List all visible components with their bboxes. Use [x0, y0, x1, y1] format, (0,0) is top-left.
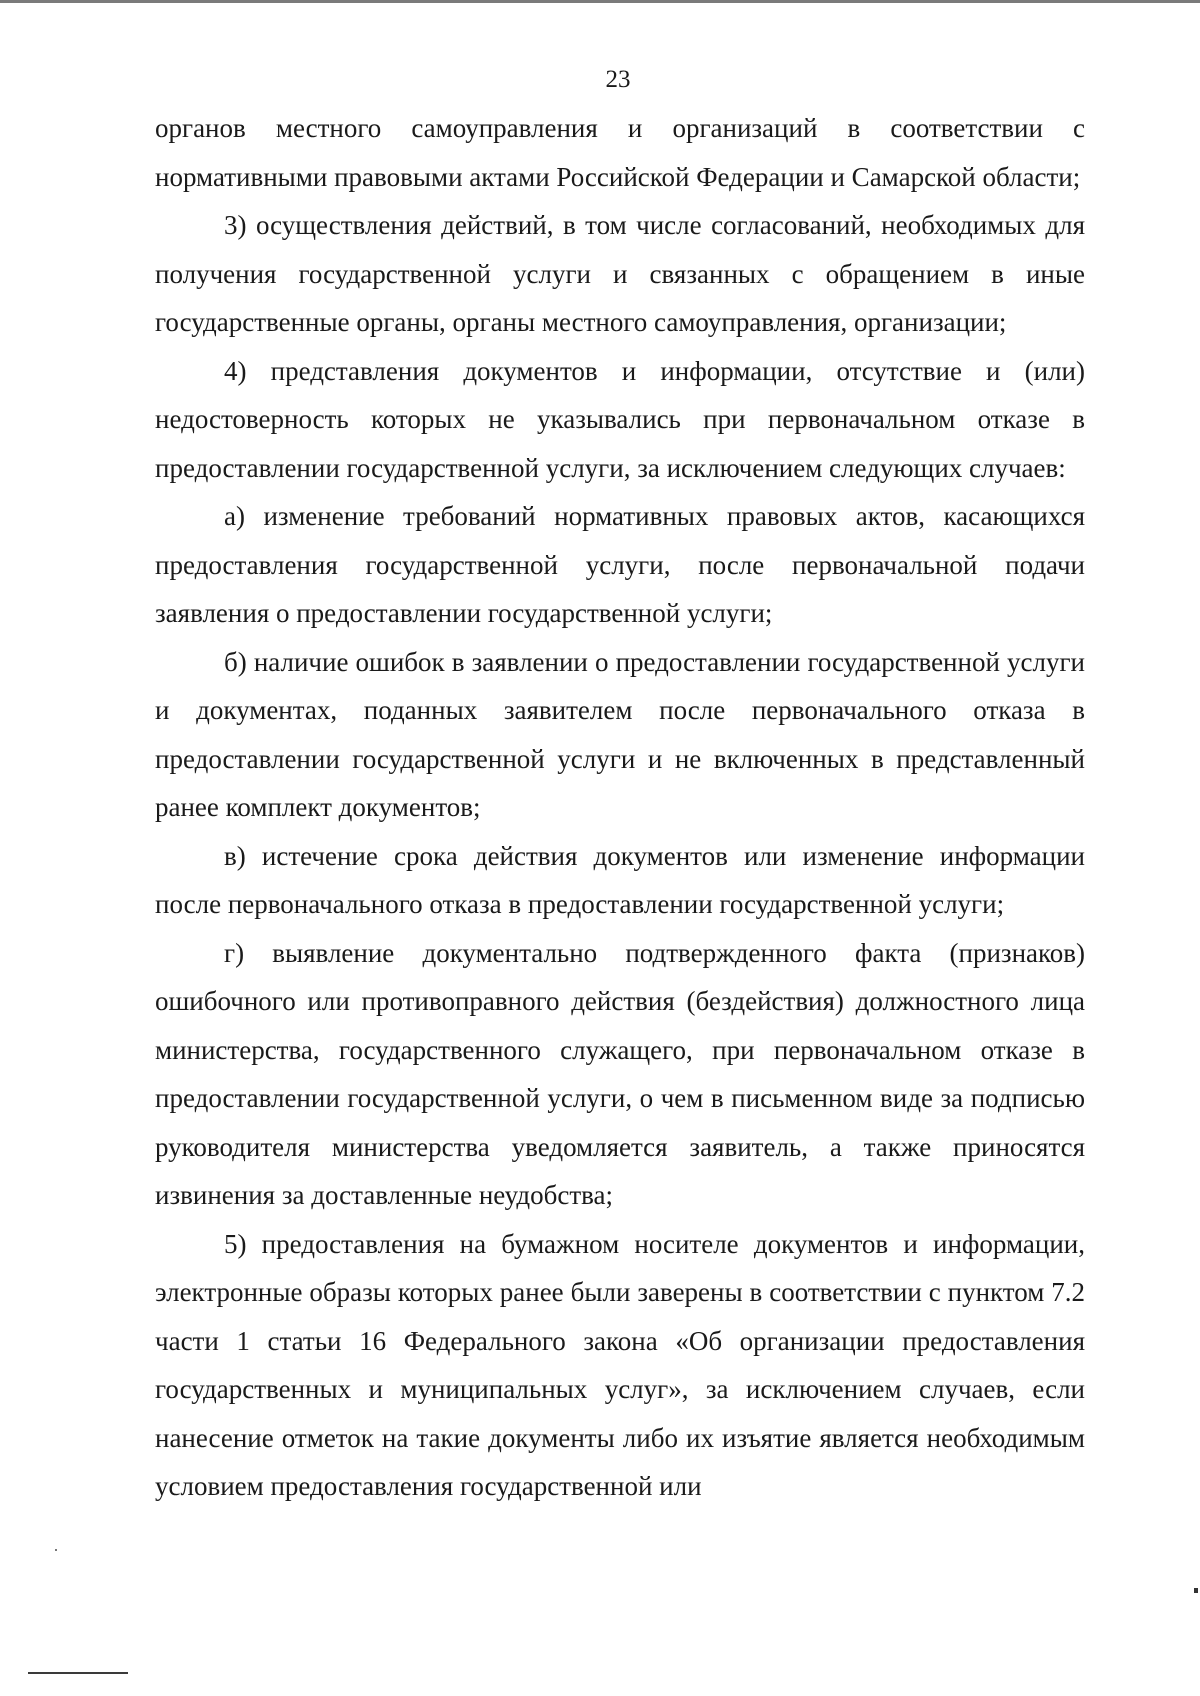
- footer-rule: [28, 1672, 128, 1674]
- scan-mark: [1194, 1588, 1198, 1593]
- page-number: 23: [605, 66, 631, 93]
- document-body: [155, 104, 1085, 1511]
- paragraph-subitem-v: в) истечение срока действия документов или изменение информации после первоначального отказа в предоставлении государственной услуги;: [155, 840, 1085, 919]
- paragraph-subitem-a: а) изменение требований нормативных правовых актов, касающихся предоставления государственной услуги, после первоначальной подачи заявления о предоставлении государственной услуги;: [155, 501, 1085, 628]
- paragraph-subitem-g: г) выявление документально подтвержденного факта (признаков) ошибочного или противоправного действия (бездействия) должностного лица министерства, государственного служащего, при первоначальном отказе в предоставлении государственной услуги, о чем в письменном виде за подписью руководителя министерства уведомляется заявитель, а также приносятся извинения за доставленные неудобства;: [155, 937, 1085, 1210]
- paragraph-item-5: 5) предоставления на бумажном носителе документов и информации, электронные образы которых ранее были заверены в соответствии с пунктом 7.2 части 1 статьи 16 Федерального закона «Об организации предоставления государственных и муниципальных услуг», за исключением случаев, если нанесение отметок на такие документы либо их изъятие является необходимым условием предоставления государственной или: [155, 1228, 1085, 1501]
- scan-speck: [55, 1549, 57, 1551]
- paragraph-item-4: 4) представления документов и информации, отсутствие и (или) недостоверность которых не указывались при первоначальном отказе в предоставлении государственной услуги, за исключением следующих случаев:: [155, 355, 1085, 483]
- paragraph-item-3: 3) осуществления действий, в том числе согласований, необходимых для получения государственной услуги и связанных с обращением в иные государственные органы, органы местного самоуправления, организации;: [155, 210, 1085, 337]
- paragraph-continuation: органов местного самоуправления и организаций в соответствии с нормативными правовыми актами Российской Федерации и Самарской области;: [155, 113, 1085, 192]
- page-top-edge: [0, 0, 1200, 3]
- paragraph-subitem-b: б) наличие ошибок в заявлении о предоставлении государственной услуги и документах, поданных заявителем после первоначального отказа в предоставлении государственной услуги и не включенных в представленный ранее комплект документов;: [155, 646, 1085, 822]
